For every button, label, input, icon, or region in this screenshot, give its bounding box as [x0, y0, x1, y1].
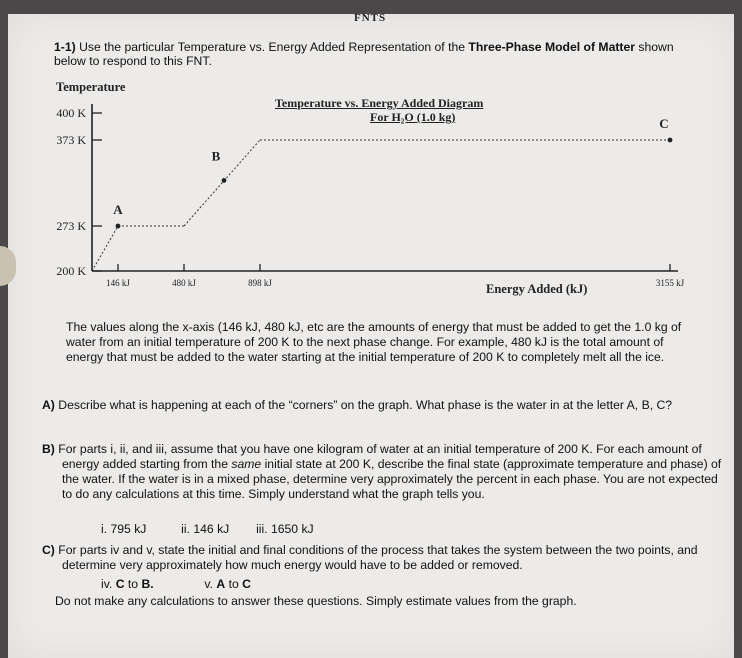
page-header: FNTS [354, 12, 387, 24]
part-iv-end: B. [141, 577, 154, 591]
chart-plot [8, 14, 734, 314]
question-b [42, 442, 722, 502]
question-b-parts [101, 522, 314, 536]
question-b-text-2: initial state at 200 K, describe the final state (approximate temperature and phase) of the water. If the water is in a mixed phase, determine very approximately the percent in each phase. You are not expected to do any calculations at this time. Simply understand what the graph tells you. [62, 457, 722, 501]
x-tick-label: 480 kJ [172, 278, 196, 288]
intro-text-1: Use the particular Temperature vs. Energy Added Representation of the [79, 40, 466, 54]
chart-title: Temperature vs. Energy Added Diagram [275, 96, 484, 110]
point-label-b: B [211, 148, 221, 164]
part-iv-start: C [115, 577, 125, 591]
y-tick-label: 400 K [56, 106, 86, 120]
intro-text-2: shown below to respond to this FNT. [54, 40, 674, 68]
question-c [42, 543, 722, 573]
x-tick-label: 898 kJ [248, 278, 272, 288]
part-v-num: v. [204, 577, 213, 591]
point-c [668, 138, 673, 143]
part-iii: iii. 1650 kJ [256, 522, 314, 536]
model-name: Three-Phase Model of Matter [468, 40, 635, 54]
y-tick-label: 273 K [56, 219, 86, 233]
question-b-text-1: For parts i, ii, and iii, assume that you have one kilogram of water at an initial temperature of 200 K. For each amount of energy added starting from the [58, 442, 702, 471]
worksheet-page [8, 14, 734, 658]
point-label-a: A [113, 202, 123, 217]
chart [8, 14, 734, 314]
series-segment [92, 226, 118, 271]
point-b [222, 178, 227, 183]
question-c-label: C) [42, 543, 55, 557]
point-a [116, 224, 121, 229]
question-c-text: For parts iv and v, state the initial and final conditions of the process that takes the system between the two points, and determine very approximately how much energy would have to be added or removed. [58, 543, 698, 572]
part-iv-mid: to [124, 577, 142, 591]
series-segment [184, 140, 260, 226]
question-c-parts [101, 577, 251, 591]
x-tick-label: 3155 kJ [655, 278, 685, 288]
point-label-c: C [659, 116, 669, 131]
question-a-label: A) [42, 398, 55, 412]
y-tick-label: 373 K [56, 133, 86, 147]
part-ii: ii. 146 kJ [181, 522, 230, 536]
x-axis-label: Energy Added (kJ) [486, 282, 588, 296]
question-a-text: Describe what is happening at each of the “corners” on the graph. What phase is the water in at the letter A, B, C? [58, 398, 673, 412]
part-iv-num: iv. [101, 577, 113, 591]
part-i: i. 795 kJ [101, 522, 147, 536]
x-tick-label: 146 kJ [106, 278, 130, 288]
question-b-label: B) [42, 442, 55, 456]
question-b-italic: same [231, 457, 262, 471]
closing-instruction: Do not make any calculations to answer these questions. Simply estimate values from the graph. [55, 594, 577, 608]
question-number: 1-1) [54, 40, 76, 54]
part-v-mid: to [225, 577, 243, 591]
chart-subtitle: For H₂O (1.0 kg) [370, 110, 456, 124]
y-tick-label: 200 K [56, 264, 86, 278]
y-axis-label: Temperature [56, 80, 126, 94]
explanation-paragraph: The values along the x-axis (146 kJ, 480 kJ, etc are the amounts of energy that must be added to get the 1.0 kg of water from an initial temperature of 200 K to the next phase change. For example, 480 kJ is the total amount of energy that must be added to the water starting at the initial temperature of 200 K to completely melt all the ice. [66, 320, 682, 364]
question-a [42, 398, 722, 413]
part-v-start: A [216, 577, 226, 591]
part-v-end: C [242, 577, 251, 591]
